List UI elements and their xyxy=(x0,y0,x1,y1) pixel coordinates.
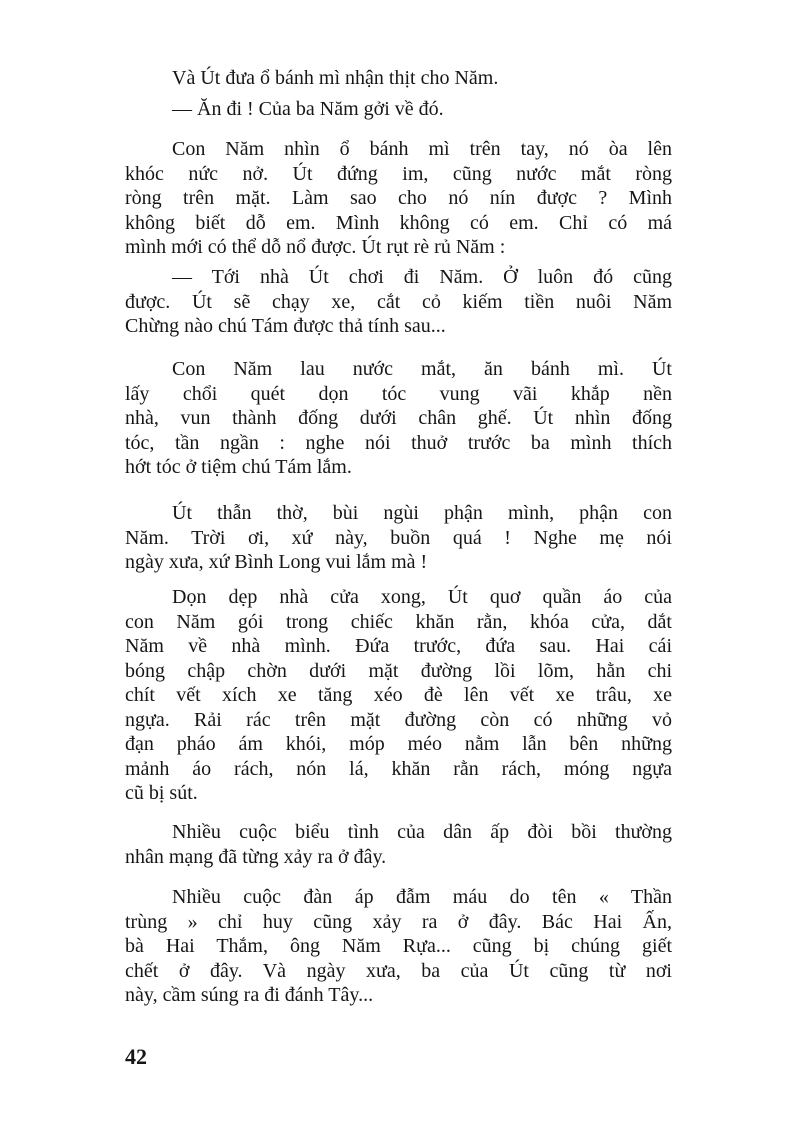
paragraph xyxy=(125,501,672,575)
text-line: ngày xưa, xứ Bình Long vui lắm mà ! xyxy=(125,551,428,573)
text-line: Chừng nào chú Tám được thả tính sau... xyxy=(125,315,446,337)
text-line: được. Út sẽ chạy xe, cắt cỏ kiếm tiền nuôi Năm xyxy=(125,290,672,313)
text-line: Năm. Trời ơi, xứ này, buồn quá ! Nghe mẹ nói xyxy=(125,526,672,549)
text-line: bóng chập chờn dưới mặt đường lồi lõm, hằn chi xyxy=(125,659,672,682)
text-line: tóc, tần ngần : nghe nói thuở trước ba mình thích xyxy=(125,431,672,454)
text-line: Con Năm nhìn ổ bánh mì trên tay, nó òa lên xyxy=(172,138,672,160)
text-line: lấy chổi quét dọn tóc vung vãi khắp nền xyxy=(125,382,672,405)
text-line: Nhiều cuộc đàn áp đẫm máu do tên « Thần xyxy=(172,886,672,908)
paragraph xyxy=(125,820,672,869)
text-line: không biết dỗ em. Mình không có em. Chỉ có má xyxy=(125,211,672,234)
page-number: 42 xyxy=(125,1044,147,1069)
text-line: Năm về nhà mình. Đứa trước, đứa sau. Hai cái xyxy=(125,635,672,657)
text-line: trùng » chỉ huy cũng xảy ra ở đây. Bác Hai Ấn, xyxy=(125,910,672,933)
text-line: — Ăn đi ! Của ba Năm gởi về đó. xyxy=(172,98,444,120)
paragraph xyxy=(125,137,672,260)
text-line: ròng trên mặt. Làm sao cho nó nín được ? Mình xyxy=(125,187,672,209)
text-line: đạn pháo ám khói, móp méo nằm lẫn bên những xyxy=(125,733,672,755)
text-line: mình mới có thể dỗ nổ được. Út rụt rè rủ Năm : xyxy=(125,236,506,258)
paragraph xyxy=(125,357,672,480)
text-line: hớt tóc ở tiệm chú Tám lắm. xyxy=(125,456,352,478)
text-line: nhân mạng đã từng xảy ra ở đây. xyxy=(125,845,387,868)
text-line: Con Năm lau nước mắt, ăn bánh mì. Út xyxy=(172,358,672,380)
text-line: ngựa. Rải rác trên mặt đường còn có những vỏ xyxy=(125,708,672,731)
text-line: chết ở đây. Và ngày xưa, ba của Út cũng từ nơi xyxy=(125,959,672,982)
text-line: — Tới nhà Út chơi đi Năm. Ở luôn đó cũng xyxy=(172,266,672,288)
text-line: Và Út đưa ổ bánh mì nhận thịt cho Năm. xyxy=(172,67,499,89)
text-line: Dọn dẹp nhà cửa xong, Út quơ quần áo của xyxy=(172,586,672,608)
text-line: con Năm gói trong chiếc khăn rằn, khóa cửa, dắt xyxy=(125,610,672,633)
paragraph xyxy=(125,885,672,1008)
text-line: khóc nức nở. Út đứng im, cũng nước mắt ròng xyxy=(125,162,672,185)
text-line: Út thẫn thờ, bùi ngùi phận mình, phận con xyxy=(172,502,672,524)
text-line: cũ bị sút. xyxy=(125,782,198,804)
paragraph xyxy=(125,585,672,806)
paragraph xyxy=(125,97,672,122)
text-line: Nhiều cuộc biểu tình của dân ấp đòi bồi thường xyxy=(172,821,672,843)
text-line: nhà, vun thành đống dưới chân ghế. Út nhìn đống xyxy=(125,407,672,429)
paragraph xyxy=(125,66,672,91)
text-line: bà Hai Thắm, ông Năm Rựa... cũng bị chúng giết xyxy=(125,935,672,957)
text-line: chít vết xích xe tăng xéo đè lên vết xe trâu, xe xyxy=(125,684,672,706)
text-line: mảnh áo rách, nón lá, khăn rằn rách, móng ngựa xyxy=(125,757,672,780)
text-line: này, cầm súng ra đi đánh Tây... xyxy=(125,984,374,1006)
paragraph xyxy=(125,265,672,339)
